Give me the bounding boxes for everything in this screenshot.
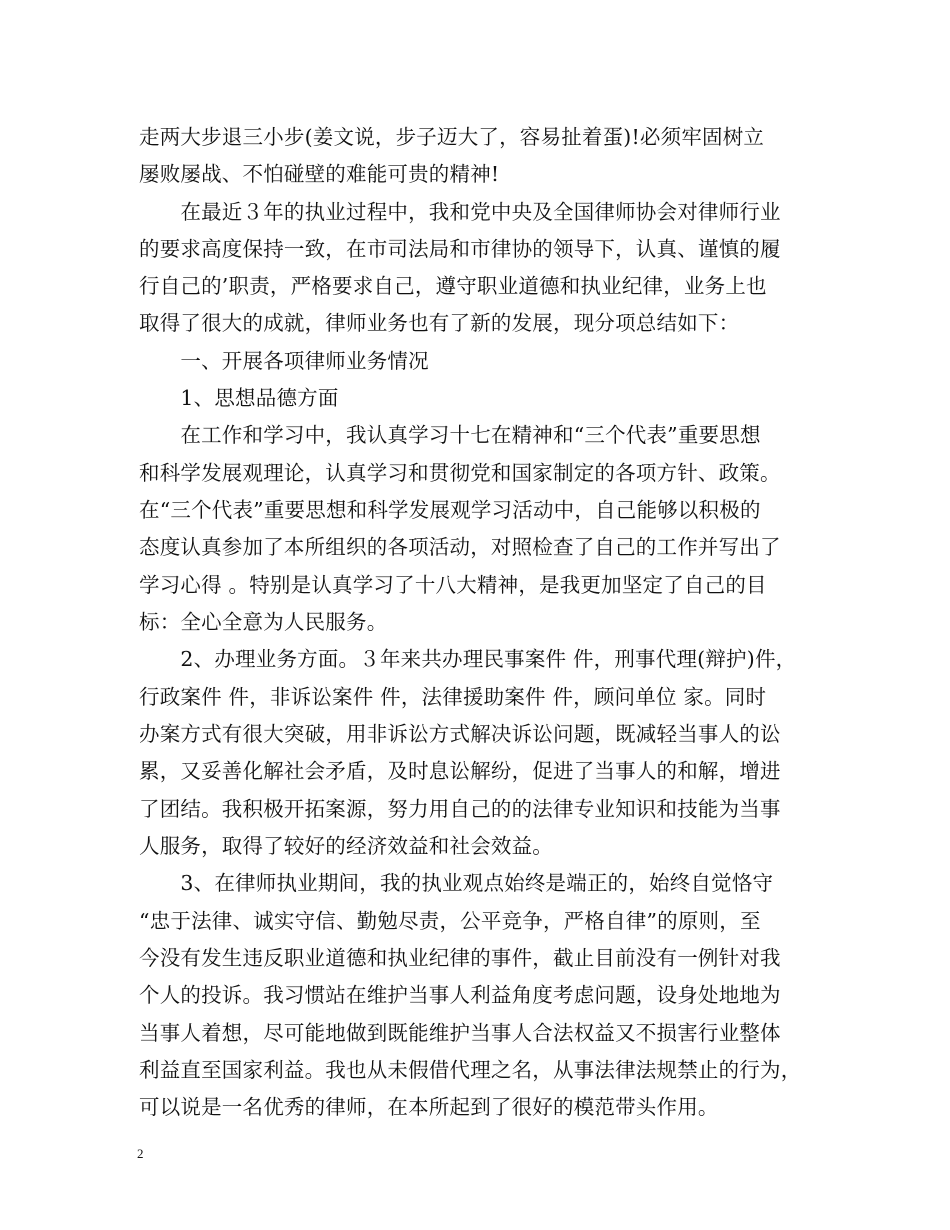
text-line: 了团结。我积极开拓案源，努力用自己的的法律专业知识和技能为当事 bbox=[139, 797, 781, 821]
text-line: 屡败屡战、不怕碰壁的难能可贵的精神! bbox=[139, 162, 500, 186]
text-line: 人服务，取得了较好的经济效益和社会效益。 bbox=[139, 834, 553, 858]
text-line: 办案方式有很大突破，用非诉讼方式解决诉讼问题，既减轻当事人的讼 bbox=[139, 722, 781, 746]
text-line: 取得了很大的成就，律师业务也有了新的发展，现分项总结如下： bbox=[139, 311, 740, 335]
text-line: “忠于法律、诚实守信、勤勉尽责，公平竞争，严格自律”的原则，至 bbox=[139, 909, 761, 933]
text-line: 一、开展各项律师业务情况 bbox=[139, 349, 429, 373]
text-line: 1、思想品德方面 bbox=[139, 386, 339, 410]
text-line: 2、办理业务方面。３年来共办理民事案件 件，刑事代理(辩护)件， bbox=[139, 647, 797, 671]
text-line: 在工作和学习中，我认真学习十七在精神和“三个代表”重要思想 bbox=[139, 423, 761, 447]
text-line: 走两大步退三小步(姜文说，步子迈大了，容易扯着蛋)!必须牢固树立 bbox=[139, 125, 765, 149]
text-line: 在最近３年的执业过程中，我和党中央及全国律师协会对律师行业 bbox=[139, 200, 781, 224]
text-line: 今没有发生违反职业道德和执业纪律的事件，截止目前没有一例针对我 bbox=[139, 946, 781, 970]
text-line: 态度认真参加了本所组织的各项活动，对照检查了自己的工作并写出了 bbox=[139, 535, 781, 559]
text-line: 行自己的’职责，严格要求自己，遵守职业道德和执业纪律，业务上也 bbox=[139, 274, 767, 298]
text-line: 个人的投诉。我习惯站在维护当事人利益角度考虑问题，设身处地地为 bbox=[139, 983, 781, 1007]
text-line: 行政案件 件，非诉讼案件 件，法律援助案件 件，顾问单位 家。同时 bbox=[139, 685, 767, 709]
text-line: 的要求高度保持一致，在市司法局和市律协的领导下，认真、谨慎的履 bbox=[139, 237, 781, 261]
page-number: 2 bbox=[137, 1146, 144, 1161]
text-line: 累，又妥善化解社会矛盾，及时息讼解纷，促进了当事人的和解，增进 bbox=[139, 759, 781, 783]
text-line: 学习心得 。特别是认真学习了十八大精神，是我更加坚定了自己的目 bbox=[139, 573, 767, 597]
text-line: 当事人着想，尽可能地做到既能维护当事人合法权益又不损害行业整体 bbox=[139, 1021, 781, 1045]
text-line: 和科学发展观理论，认真学习和贯彻党和国家制定的各项方针、政策。 bbox=[139, 461, 781, 485]
text-line: 可以说是一名优秀的律师，在本所起到了很好的模范带头作用。 bbox=[139, 1095, 719, 1119]
text-line: 利益直至国家利益。我也从未假借代理之名，从事法律法规禁止的行为， bbox=[139, 1058, 802, 1082]
text-line: 3、在律师执业期间，我的执业观点始终是端正的，始终自觉恪守 bbox=[139, 871, 774, 895]
text-line: 在“三个代表”重要思想和科学发展观学习活动中，自己能够以积极的 bbox=[139, 498, 761, 522]
text-line: 标：全心全意为人民服务。 bbox=[139, 610, 388, 634]
